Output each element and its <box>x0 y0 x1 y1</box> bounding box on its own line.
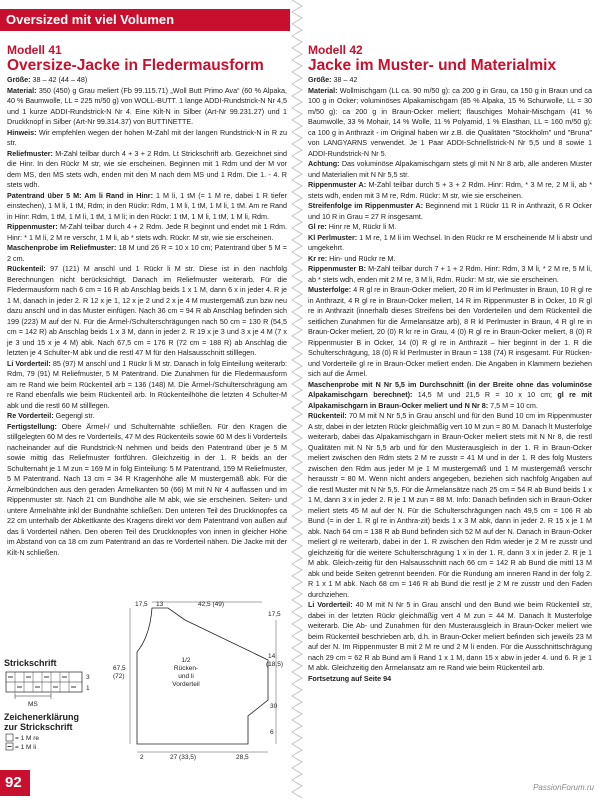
page-number: 92 <box>5 774 22 791</box>
paragraph-maschenprobe: Maschenprobe mit N Nr 5,5 im Durchschnitt (in der Breite ohne das voluminöse Alpakamischgarn berechnet): 14,5 M und 21,5 R = 10 x 10 cm; gl re mit Alpakamischgarn in Braun-Ocker meliert und N Nr 8: 7,5 M = 10 cm. <box>308 379 592 410</box>
schematic <box>130 602 276 752</box>
paragraph-achtung: Achtung: Das voluminöse Alpakamischgarn stets gl mit N Nr 8 arb, alle anderen Muster und Materialien mit N Nr 5,5 str. <box>308 159 592 179</box>
measure-18-5: (18,5) <box>266 661 283 668</box>
paragraph-material: Material: Wollmischgarn (LL ca. 90 m/50 g): ca 200 g in Grau, ca 150 g in Braun und ca 100 g in Ocker; voluminöses Alpakamischgarn (85 % Alpaka, 15 % Schurwolle, LL = 30 m/50 g): ca 200 g in Braun-Ocker meliert; flauschiges Mohair-Mischgarn (41 % Baumwolle, 33 % Mohair, 14 % Wolle, 11 % Polyamid, 1 % Elasthan, LL = 160 m/50 g): ca 100 g in Anthrazit - im Original haben wir z.B. die Qualitäten "Stockholm" und "Bruna" von LANGYARNS verwendet. Je 1 Paar ADDI-Schnellstrick-N Nr 5,5 und 8 sowie 1 ADDI-Rundstrick-N Nr 5. <box>308 85 592 158</box>
measure-42-5: 42,5 (49) <box>198 601 225 608</box>
paragraph-rippenmuster: Rippenmuster: M-Zahl teilbar durch 4 + 2 Rdm. Jede R beginnt und endet mit 1 Rdm. Hinr: * 1 M li, 2 M re verschr, 1 M li, ab * stets wdh. Rückr: M str, wie sie erscheinen. <box>7 222 287 242</box>
paragraph-maschenprobe: Maschenprobe im Reliefmuster: 18 M und 26 R = 10 x 10 cm; Patentrand über 5 M = 2 cm. <box>7 243 287 263</box>
left-column <box>7 44 287 558</box>
model-title: Oversize-Jacke in Fledermausform <box>7 57 264 74</box>
repeat-label: MS <box>28 701 38 708</box>
legend-title-2: zur Strickschrift <box>4 722 73 732</box>
paragraph-relief: Reliefmuster: M-Zahl teilbar durch 4 + 3 + 2 Rdm. Lt Strickschrift arb. Gezeichnet sind die Hinr. In den Rückr M str, wie sie erscheinen. Beginnen mit 1 Rdm und der M vor dem MS, den MS stets wdh, enden mit den M nach dem MS und 1 Rdm. Die 1. - 4. R stets wdh. <box>7 148 287 189</box>
piece-label-line4: Vorderteil <box>172 681 200 688</box>
paragraph-gl-re: Gl re: Hinr re M, Rückr li M. <box>308 222 397 231</box>
row-label-3: 3 <box>86 674 90 681</box>
zigzag-divider <box>290 0 304 800</box>
piece-label-line3: und li <box>178 673 194 680</box>
measure-28-5: 28,5 <box>236 754 249 761</box>
right-column <box>308 44 592 684</box>
model-title: Jacke im Muster- und Materialmix <box>308 57 557 74</box>
paragraph-material: Material: 350 (450) g Grau meliert (Fb 99.115.71) „Woll Butt Primo Ava“ (60 % Alpaka, 40 % Baumwolle, LL = 225 m/50 g) von WOLL-BUTT. 1 lange ADDI-Rundstrick-N Nr 4,5 und 1 kurze ADDI-Rundstrick-N Nr 4. Eine Kilt-N in Silber (Art-Nr 99.231.27) und 1 Druckknopf in Silber (Art-Nr 99.314.37) von BUTTINETTE. <box>7 85 287 126</box>
measure-17-5-right: 17,5 <box>268 611 281 618</box>
legend-purl-text: = 1 M li <box>15 744 37 751</box>
paragraph-rueckenteil: Rückenteil: 70 M mit N Nr 5,5 in Grau anschl und für den Bund 10 cm im Rippenmuster A str, dabei in der letzten Rückr gleichmäßig vert 10 M zun = 80 M. Danach lt Musterfolge weiterarb, dabei das Alpakamischgarn in Braun-Ocker meliert stets mit N Nr 8, die restl Qualitäten mit N Nr 5,5 arb und für den Musterausgleich in der 1. R in Braun-Ocker meliert zwischen den Rdm stets 2 M re zusstr = 41 M und in der 1. R des folg Musters zwischen den Rdm aus jeder M je 1 M mustergemäß und 1 M mustergemäß verschr herausstr = 80 M. Wenn nicht anders angegeben, beziehen sich nachfolg Angaben auf die restl Muster mit N Nr 5,5. Für die Ärmelansätze nach 25 cm = 54 R ab Bund beids 1 x 1 M, dann 3 x in jeder 2. R je 1 M zun = 88 M. Info: Danach befinden sich in Braun-Ocker meliert stets 45 M auf der N. Für die Schulterschrägungen nach 49,5 cm = 106 R ab Bund (= in der 1. R gl re in Anthra-zit) beids 1 x 3 M abk, dann in jeder 2. R 15 x je 1 M abk. Nach 64 cm = 138 R ab Bund befinden sich 52 M auf der N. Danach in Braun-Ocker meliert gl re weiterarb, dabei in der 1. R zwischen den Rdm wieder je 2 M re zusstr und gleichzeitig für die weitere Schulterschrägung 1 x in der 1. R, dann 3 x in jeder 2. R je 1 M abk. Gleich-zeitig für den Halsausschnitt nach 66 cm = 142 R ab Bund die mittl 13 M abk und beide Seiten getrennt beenden. Für die Rundung am inneren Rand in der folg 2. R 1 x 1 M abk. Nach 68 cm = 146 R ab Bund die restl je 2 M re zusstr und den Faden durchziehen. <box>308 411 592 599</box>
paragraph-kl-perlmuster: Kl Perlmuster: 1 M re, 1 M li im Wechsel. In den Rückr re M erscheinende M li abstr und umgekehrt. <box>308 232 592 252</box>
paragraph-re-vorderteil: Re Vorderteil: Gegengl str. <box>7 411 95 420</box>
measure-17-5-top: 17,5 <box>135 601 148 608</box>
measure-2: 2 <box>140 754 144 761</box>
paragraph-streifenfolge: Streifenfolge im Rippenmuster A: Beginnend mit 1 Rückr 11 R in Anthrazit, 6 R Ocker und 10 R in Grau = 27 R insgesamt. <box>308 201 592 221</box>
legend-knit-symbol <box>6 734 13 741</box>
pattern-diagram <box>0 596 290 761</box>
continuation-note: Fortsetzung auf Seite 94 <box>308 673 392 683</box>
paragraph-patentrand: Patentrand über 5 M: Am li Rand in Hinr: 1 M li, 1 tM (= 1 M re, dabei 1 R tiefer einstechen), 1 M li, 1 tM, Rdm; in den Rückr: Rdm, 1 M li, 1 tM, 1 M li, 1 tM. Am re Rand in Hinr: Rdm, 1 tM, 1 M li, 1 tM, 1 M li; in den Rückr: 1 tM, 1 M li, 1 tM, 1 M li, Rdm. <box>7 190 287 221</box>
paragraph-groesse: Größe: 38 – 42 <box>308 75 358 84</box>
measure-67-5: 67,5 <box>113 665 126 672</box>
paragraph-li-vorderteil: Li Vorderteil: 40 M mit N Nr 5 in Grau anschl und den Bund wie beim Rückenteil str, dabei in der letzten Rückr gleichmäßig vert 4 M zun = 44 M. Danach lt Musterfolge weiterarb. Die Ab- und Zunahmen für den Musterausgleich in Braun-Ocker meliert wie beim Rückenteil beschrieben arb, d.h. in Braun-Ocker meliert befinden sich jeweils 23 M auf der N. Im Rippenmuster B mit 2 M re und 2 M li enden. Für die Ausschnittschrägung nach 29 cm = 62 R ab Bund am li Rand 1 x 1 M, dann 15 x abw in jeder 4. und 6. R je 1 M abk. Gleichzeitig den Ärmelansatz am re Rand wie beim Rückenteil arb. <box>308 600 592 672</box>
paragraph-rippenmuster-b: Rippenmuster B: M-Zahl teilbar durch 7 + 1 + 2 Rdm. Hinr: Rdm, 3 M li, * 2 M re, 5 M li, ab * stets wdh, enden mit 2 M re, 3 M li, Rdm. Rückr: M str, wie sie erscheinen. <box>308 264 593 284</box>
model-number: Modell 41 <box>7 43 62 57</box>
paragraph-kr-re: Kr re: Hin- und Rückr re M. <box>308 253 396 263</box>
page-number-box <box>0 770 30 796</box>
paragraph-musterfolge: Musterfolge: 4 R gl re in Braun-Ocker meliert, 20 R im kl Perlmuster in Braun, 10 R gl re in Anthrazit, 4 R gl re in Braun-Ocker meliert, 14 R im Rippenmuster B in Ocker, 10 R gl re in Anthrazit (innerhalb dieses Streifens bei den Vorderteilen und dem Rückenteil die seitlichen Zunahmen für die Ärmelansätze arb), 8 R kl Perlmuster in Braun, 4 R gl re in Braun-Ocker meliert, 20 (0) R kr re in Grau, 4 (0) R gl re in Braun-Ocker meliert, 8 (0) R Rippenmuster B in Ocker, 14 (0) R gl re in Anthrazit – hier beginnt in der 1. R die Schulterschrägung, 18 (0) R kl Perlmuster in Braun = 138 (74) R insgesamt. Für Rücken- und Vorderteile gl re in Braun-Ocker meliert enden. Die Angaben in Klammern beziehen sich auf die Ärmel. <box>308 285 592 378</box>
measure-13: 13 <box>156 601 164 608</box>
model-number: Modell 42 <box>308 43 363 57</box>
stitch-chart <box>6 672 82 699</box>
paragraph-li-vorderteil: Li Vorderteil: 85 (97) M anschl und 1 Rückr li M str. Danach in folg Einteilung weiterarb: Rdm, 79 (91) M Reliefmuster, 5 M Patentrand. Die Zunahmen für die Fledermausform am re Rand wie beim Rückenteil arb = 136 (148) M. Die Ärmel-/Schulterschrägung am re Rand ebenfalls wie beim Rückenteil arb. In Rückenteilhöhe die letzten 4 Schulter-M abk und die restl 60 M stilllegen. <box>7 358 287 410</box>
measure-27: 27 (33,5) <box>170 754 197 761</box>
piece-label-line1: 1/2 <box>181 657 191 664</box>
paragraph-hinweis: Hinweis: Wir empfehlen wegen der hohen M-Zahl mit der langen Rundstrick-N in R zu str. <box>7 127 287 147</box>
paragraph-fertigstellung: Fertigstellung: Obere Ärmel-/ und Schulternähte schließen. Für den Kragen die stillgelegten 60 M des re Vorderteils, 47 M des Rückenteils sowie 60 M des li Vorderteils nacheinander auf die Rundstrick-N nehmen und beids den Patentrand über je 5 M sowie mittig das Reliefmuster fortführen. Gleichzeitig in der 1. R beids an der Schulternaht je 1 M zun = 169 M in folg Einteilung: 5 M Patentrand, 159 M Reliefmuster, 5 M Patentrand. Nach 13 cm = 34 R Kragenhöhe alle M mustergemäß abk. Für die Ärmelbündchen aus den geraden Ärmelkanten 50 (66) M mit N Nr 4 auffassen und im Rippenmuster str. Nach 21 cm Bundhöhe alle M abk, wie sie erscheinen. Seiten- und untere Ärmelnähte inkl der Bundnähte schließen. Den unteren Teil des Druckknopfes ca 22 cm unterhalb der Abkettkante des Kragens direkt vor dem Patentrand von außen auf das li Vorderteil nähen. Den oberen Teil des Druckknopfes von innen in gleicher Höhe im Abstand von ca 18 cm zum Patentrand an das re Vorderteil nähen. Die Jacke mit der Kilt-N schließen. <box>7 421 287 557</box>
measure-30: 30 <box>270 703 278 710</box>
paragraph-rueckenteil: Rückenteil: 97 (121) M anschl und 1 Rückr li M str. Diese ist in den nachfolg Berechnungen nicht berücksichtigt. Danach im Reliefmuster weiterarb. Für die Fledermausform nach 6 cm = 16 R ab Anschlag beids 1 x 1 M, dann 6 x in jeder 4. R je 1 M, danach in jeder 2. R 12 x je 1, 12 x je 2 und 2 x je 4 M mustergemäß zun bzw neu dazu anschl und in das Muster einfügen. Nach 36 cm = 94 R ab Anschlag befinden sich 199 (223) M auf der N. Für die Ärmel-/Schulterschrägungen nach 50 cm = 130 R (54,5 cm = 142 R) ab Anschlag beids 1 x 3 M, dann in jeder 2. R 19 x je 3 und 3 x je 4 M (7 x je 3 und 15 x je 4 M) abk. Nach 67,5 cm = 176 R (72 cm = 188 R) ab Anschlag die letzten je 4 Schulter-M abk und die restl 47 M für den Halsausschnitt stilllegen. <box>7 264 287 357</box>
legend-knit-text: = 1 M re <box>15 735 40 742</box>
strickschrift-title: Strickschrift <box>4 658 57 668</box>
piece-label-line2: Rücken- <box>173 665 199 672</box>
site-watermark: PassionForum.ru <box>533 783 594 792</box>
paragraph-groesse: Größe: 38 – 42 (44 – 48) <box>7 75 88 84</box>
measure-14: 14 <box>268 653 276 660</box>
legend-title-1: Zeichenerklärung <box>4 712 80 722</box>
row-label-1: 1 <box>86 685 90 692</box>
paragraph-rippenmuster-a: Rippenmuster A: M-Zahl teilbar durch 5 + 3 + 2 Rdm. Hinr: Rdm, * 3 M re, 2 M li, ab * stets wdh, enden mit 3 M re, Rdm. Rückr: M str, wie sie erscheinen. <box>308 180 592 200</box>
banner-title: Oversized mit viel Volumen <box>6 12 175 27</box>
measure-72: (72) <box>113 673 125 680</box>
measure-6: 6 <box>270 729 274 736</box>
section-banner <box>0 9 290 31</box>
